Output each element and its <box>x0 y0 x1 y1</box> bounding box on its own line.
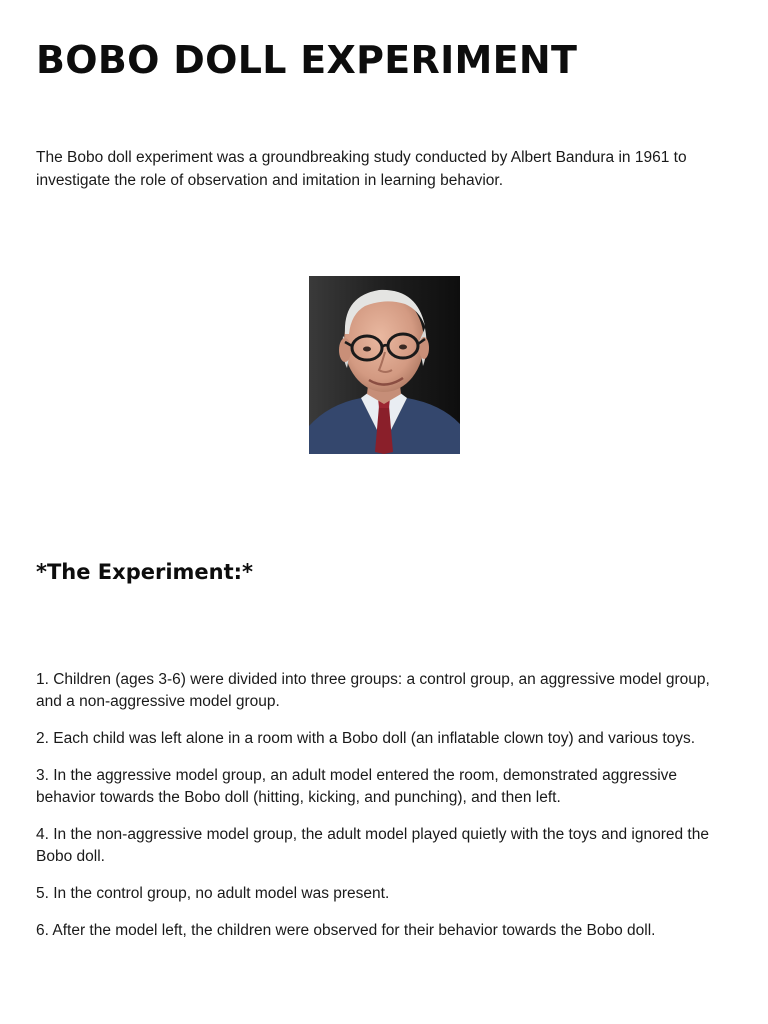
portrait-illustration <box>309 276 460 454</box>
list-item: 3. In the aggressive model group, an adult model entered the room, demonstrated aggressive behavior towards the Bobo doll (hitting, kicking, and punching), and then left. <box>36 767 678 806</box>
intro-paragraph: The Bobo doll experiment was a groundbreaking study conducted by Albert Bandura in 1961 to investigate the role of observation and imitation in learning behavior. <box>36 149 687 189</box>
list-item: 4. In the non-aggressive model group, the adult model played quietly with the toys and ignored the Bobo doll. <box>36 826 709 865</box>
page-title: BOBO DOLL EXPERIMENT <box>36 38 578 82</box>
list-item: 6. After the model left, the children were observed for their behavior towards the Bobo doll. <box>36 922 656 939</box>
list-item: 1. Children (ages 3-6) were divided into three groups: a control group, an aggressive model group, and a non-aggressive model group. <box>36 671 710 710</box>
section-heading: *The Experiment:* <box>36 560 254 584</box>
list-item: 5. In the control group, no adult model was present. <box>36 885 390 902</box>
experiment-steps-list <box>36 669 736 957</box>
list-item: 2. Each child was left alone in a room with a Bobo doll (an inflatable clown toy) and various toys. <box>36 730 696 747</box>
portrait-photo <box>309 276 460 454</box>
